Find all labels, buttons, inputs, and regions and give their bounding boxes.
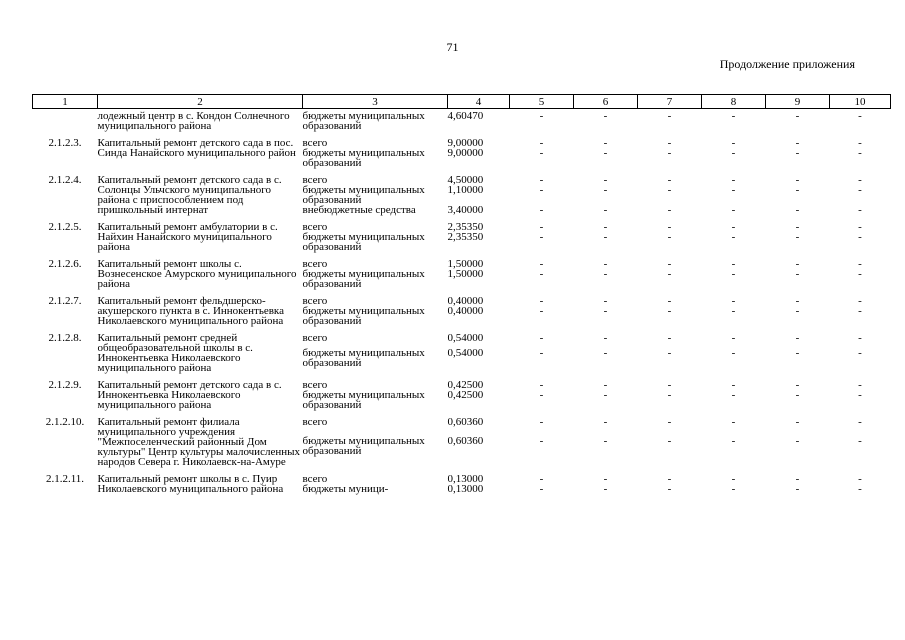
funding-source: всего xyxy=(302,473,328,485)
empty-value-dash: - xyxy=(731,473,736,485)
empty-value-dash: - xyxy=(731,295,736,307)
item-number: 2.1.2.9. xyxy=(48,379,82,391)
empty-value-dash: - xyxy=(603,147,608,159)
empty-value-dash: - xyxy=(539,346,544,359)
empty-value-dash: - xyxy=(731,389,736,401)
empty-value-dash: - xyxy=(858,268,862,280)
funding-value: 0,42500 xyxy=(447,379,484,391)
table-row xyxy=(33,215,891,232)
empty-value-dash: - xyxy=(667,137,672,149)
empty-value-dash: - xyxy=(667,389,672,401)
empty-value-dash: - xyxy=(539,204,544,216)
empty-value-dash: - xyxy=(795,389,800,401)
funding-value: 0,54000 xyxy=(447,332,484,344)
funding-value: 0,13000 xyxy=(447,483,484,495)
table-body xyxy=(33,109,891,495)
funding-source: всего xyxy=(302,416,328,428)
empty-value-dash: - xyxy=(539,473,544,485)
empty-value-dash: - xyxy=(603,204,608,216)
empty-value-dash: - xyxy=(858,137,862,149)
funding-value: 0,40000 xyxy=(447,305,484,317)
funding-value: 9,00000 xyxy=(447,137,484,149)
item-name: Капитальный ремонт детского сада в пос. Синда Нанайского муниципального район xyxy=(97,137,296,159)
empty-value-dash: - xyxy=(858,258,862,270)
empty-value-dash: - xyxy=(603,473,608,485)
empty-value-dash: - xyxy=(795,332,800,344)
empty-value-dash: - xyxy=(539,435,544,448)
item-name: Капитальный ремонт амбулатории в с. Найхин Нанайского муниципального района xyxy=(97,221,278,253)
table-row xyxy=(33,109,891,132)
empty-value-dash: - xyxy=(795,110,800,122)
empty-value-dash: - xyxy=(667,258,672,270)
empty-value-dash: - xyxy=(795,231,800,243)
funding-source: бюджеты муниципальных образований xyxy=(302,231,425,253)
funding-source: бюджеты муниципальных образований xyxy=(302,110,425,132)
empty-value-dash: - xyxy=(858,379,862,391)
funding-source: внебюджетные средства xyxy=(302,204,416,216)
empty-value-dash: - xyxy=(795,258,800,270)
item-name: Капитальный ремонт школы с. Вознесенское Амурского муниципального района xyxy=(97,258,297,290)
empty-value-dash: - xyxy=(731,147,736,159)
column-header: 1 xyxy=(33,95,98,109)
item-name: Капитальный ремонт фельдшерско-акушерского пункта в с. Иннокентьевка Николаевского муниципального района xyxy=(97,295,284,327)
funding-source: бюджеты муниципальных образований xyxy=(302,147,425,169)
funding-value: 1,10000 xyxy=(447,184,484,196)
empty-value-dash: - xyxy=(539,147,544,159)
empty-value-dash: - xyxy=(603,389,608,401)
item-number: 2.1.2.5. xyxy=(48,221,82,233)
item-number: 2.1.2.8. xyxy=(48,332,82,344)
funding-source: бюджеты муниципальных образований xyxy=(302,346,425,369)
empty-value-dash: - xyxy=(539,416,544,428)
empty-value-dash: - xyxy=(731,268,736,280)
table-row xyxy=(33,410,891,436)
empty-value-dash: - xyxy=(858,483,862,495)
empty-value-dash: - xyxy=(603,416,608,428)
funding-value: 2,35350 xyxy=(447,231,484,243)
empty-value-dash: - xyxy=(603,231,608,243)
empty-value-dash: - xyxy=(795,221,800,233)
empty-value-dash: - xyxy=(858,305,862,317)
empty-value-dash: - xyxy=(731,435,736,448)
item-name: Капитальный ремонт школы в с. Пуир Николаевского муниципального района xyxy=(97,473,284,495)
empty-value-dash: - xyxy=(795,268,800,280)
empty-value-dash: - xyxy=(858,110,862,122)
empty-value-dash: - xyxy=(667,435,672,448)
funding-value: 4,50000 xyxy=(447,174,484,186)
item-number: 2.1.2.6. xyxy=(48,258,82,270)
empty-value-dash: - xyxy=(603,295,608,307)
empty-value-dash: - xyxy=(858,184,862,196)
column-header: 5 xyxy=(510,95,574,109)
funding-value: 1,50000 xyxy=(447,268,484,280)
empty-value-dash: - xyxy=(858,147,862,159)
empty-value-dash: - xyxy=(603,332,608,344)
empty-value-dash: - xyxy=(539,110,544,122)
empty-value-dash: - xyxy=(539,483,544,495)
empty-value-dash: - xyxy=(731,231,736,243)
item-name: Капитальный ремонт средней общеобразовательной школы в с. Иннокентьевка Николаевского муниципального района xyxy=(97,332,253,374)
table-row xyxy=(33,373,891,390)
funding-source: всего xyxy=(302,174,328,186)
funding-value: 0,42500 xyxy=(447,389,484,401)
page-number: 71 xyxy=(446,40,459,54)
empty-value-dash: - xyxy=(795,416,800,428)
empty-value-dash: - xyxy=(795,295,800,307)
funding-source: бюджеты муниципальных образований xyxy=(302,268,425,290)
appendix-table xyxy=(32,94,891,494)
empty-value-dash: - xyxy=(731,204,736,216)
column-header: 9 xyxy=(766,95,830,109)
empty-value-dash: - xyxy=(858,174,862,186)
empty-value-dash: - xyxy=(858,389,862,401)
empty-value-dash: - xyxy=(539,379,544,391)
column-header: 3 xyxy=(303,95,448,109)
empty-value-dash: - xyxy=(603,483,608,495)
empty-value-dash: - xyxy=(795,204,800,216)
empty-value-dash: - xyxy=(667,147,672,159)
item-number: 2.1.2.7. xyxy=(48,295,82,307)
empty-value-dash: - xyxy=(667,305,672,317)
empty-value-dash: - xyxy=(731,346,736,359)
funding-source: бюджеты муниципальных образований xyxy=(302,305,425,327)
funding-source: бюджеты муници- xyxy=(302,483,389,495)
funding-value: 3,40000 xyxy=(447,204,484,216)
empty-value-dash: - xyxy=(667,204,672,216)
continuation-label: Продолжение приложения xyxy=(719,57,855,71)
funding-source: бюджеты муниципальных образований xyxy=(302,435,425,458)
empty-value-dash: - xyxy=(731,483,736,495)
empty-value-dash: - xyxy=(539,174,544,186)
empty-value-dash: - xyxy=(731,416,736,428)
empty-value-dash: - xyxy=(731,305,736,317)
column-header: 4 xyxy=(448,95,510,109)
empty-value-dash: - xyxy=(667,295,672,307)
empty-value-dash: - xyxy=(858,231,862,243)
empty-value-dash: - xyxy=(603,305,608,317)
empty-value-dash: - xyxy=(667,184,672,196)
item-number: 2.1.2.3. xyxy=(48,137,82,149)
empty-value-dash: - xyxy=(731,110,736,122)
empty-value-dash: - xyxy=(731,221,736,233)
empty-value-dash: - xyxy=(539,137,544,149)
empty-value-dash: - xyxy=(795,147,800,159)
empty-value-dash: - xyxy=(539,184,544,196)
column-header: 10 xyxy=(830,95,891,109)
empty-value-dash: - xyxy=(667,416,672,428)
table-row xyxy=(33,131,891,148)
empty-value-dash: - xyxy=(539,305,544,317)
table-row xyxy=(33,252,891,269)
empty-value-dash: - xyxy=(603,346,608,359)
empty-value-dash: - xyxy=(539,389,544,401)
empty-value-dash: - xyxy=(539,332,544,344)
column-header: 8 xyxy=(702,95,766,109)
empty-value-dash: - xyxy=(858,295,862,307)
empty-value-dash: - xyxy=(603,137,608,149)
funding-source: всего xyxy=(302,137,328,149)
column-header: 6 xyxy=(574,95,638,109)
funding-source: бюджеты муниципальных образований xyxy=(302,184,425,206)
empty-value-dash: - xyxy=(858,221,862,233)
empty-value-dash: - xyxy=(795,483,800,495)
empty-value-dash: - xyxy=(539,258,544,270)
empty-value-dash: - xyxy=(858,435,862,448)
empty-value-dash: - xyxy=(603,258,608,270)
empty-value-dash: - xyxy=(539,221,544,233)
table-row xyxy=(33,289,891,306)
funding-source: всего xyxy=(302,332,328,344)
empty-value-dash: - xyxy=(667,483,672,495)
item-number: 2.1.2.10. xyxy=(45,416,85,428)
funding-value: 4,60470 xyxy=(447,110,484,122)
item-number: 2.1.2.4. xyxy=(48,174,82,186)
funding-value: 2,35350 xyxy=(447,221,484,233)
item-name: Капитальный ремонт детского сада в с. Иннокентьевка Николаевского муниципального района xyxy=(97,379,282,411)
empty-value-dash: - xyxy=(795,137,800,149)
empty-value-dash: - xyxy=(731,379,736,391)
empty-value-dash: - xyxy=(795,346,800,359)
empty-value-dash: - xyxy=(539,231,544,243)
empty-value-dash: - xyxy=(667,332,672,344)
item-number: 2.1.2.11. xyxy=(45,473,85,485)
empty-value-dash: - xyxy=(603,379,608,391)
empty-value-dash: - xyxy=(858,346,862,359)
empty-value-dash: - xyxy=(603,174,608,186)
funding-source: всего xyxy=(302,221,328,233)
empty-value-dash: - xyxy=(539,268,544,280)
empty-value-dash: - xyxy=(795,174,800,186)
funding-source: всего xyxy=(302,379,328,391)
empty-value-dash: - xyxy=(667,110,672,122)
empty-value-dash: - xyxy=(667,231,672,243)
empty-value-dash: - xyxy=(795,379,800,391)
empty-value-dash: - xyxy=(795,184,800,196)
empty-value-dash: - xyxy=(731,332,736,344)
empty-value-dash: - xyxy=(539,295,544,307)
empty-value-dash: - xyxy=(858,204,862,216)
empty-value-dash: - xyxy=(667,473,672,485)
funding-source: всего xyxy=(302,258,328,270)
table-row xyxy=(33,326,891,348)
item-name: Капитальный ремонт филиала муниципального учреждения "Межпоселенческий районный Дом культуры" Центр культуры малочисленных народов Севера г. Николаевск-на-Амуре xyxy=(97,416,300,468)
empty-value-dash: - xyxy=(667,174,672,186)
empty-value-dash: - xyxy=(667,268,672,280)
empty-value-dash: - xyxy=(795,435,800,448)
empty-value-dash: - xyxy=(858,416,862,428)
empty-value-dash: - xyxy=(667,221,672,233)
empty-value-dash: - xyxy=(731,258,736,270)
empty-value-dash: - xyxy=(795,305,800,317)
empty-value-dash: - xyxy=(667,346,672,359)
funding-value: 0,54000 xyxy=(447,346,484,359)
funding-value: 0,60360 xyxy=(447,416,484,428)
empty-value-dash: - xyxy=(603,110,608,122)
funding-source: всего xyxy=(302,295,328,307)
funding-value: 0,60360 xyxy=(447,435,484,448)
empty-value-dash: - xyxy=(603,268,608,280)
empty-value-dash: - xyxy=(858,332,862,344)
funding-value: 1,50000 xyxy=(447,258,484,270)
empty-value-dash: - xyxy=(731,137,736,149)
empty-value-dash: - xyxy=(603,435,608,448)
empty-value-dash: - xyxy=(795,473,800,485)
funding-value: 9,00000 xyxy=(447,147,484,159)
empty-value-dash: - xyxy=(858,473,862,485)
table-row xyxy=(33,467,891,484)
empty-value-dash: - xyxy=(667,379,672,391)
empty-value-dash: - xyxy=(731,184,736,196)
header-row xyxy=(33,95,891,109)
empty-value-dash: - xyxy=(731,174,736,186)
column-header: 7 xyxy=(638,95,702,109)
empty-value-dash: - xyxy=(603,221,608,233)
funding-value: 0,40000 xyxy=(447,295,484,307)
empty-value-dash: - xyxy=(603,184,608,196)
funding-value: 0,13000 xyxy=(447,473,484,485)
column-header: 2 xyxy=(98,95,303,109)
item-number xyxy=(33,109,98,132)
item-name: лодежный центр в с. Кондон Солнечного муниципального района xyxy=(97,110,290,132)
funding-source: бюджеты муниципальных образований xyxy=(302,389,425,411)
table-row xyxy=(33,168,891,185)
item-name: Капитальный ремонт детского сада в с. Солонцы Ульчского муниципального района с приспособлением под пришкольный интернат xyxy=(97,174,282,216)
